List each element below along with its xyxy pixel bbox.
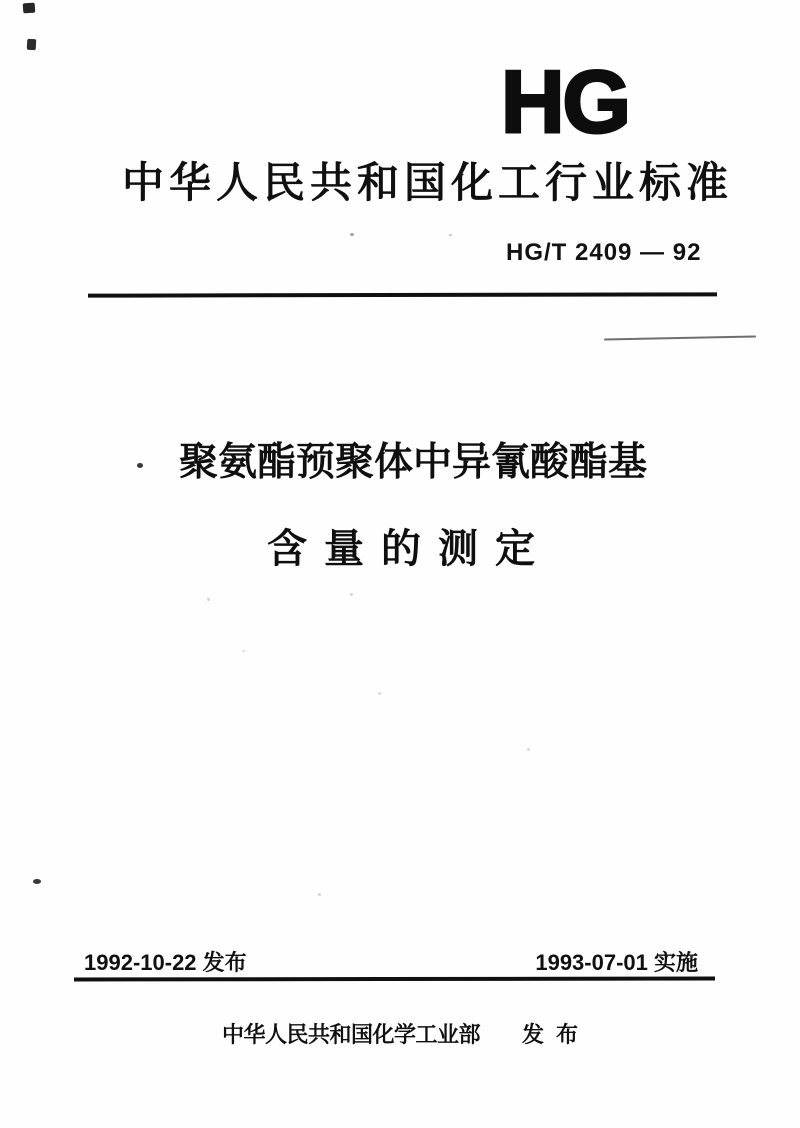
scan-speck (318, 893, 321, 896)
scan-dot (137, 463, 143, 468)
scan-speck (350, 233, 354, 236)
scan-speck (449, 234, 452, 236)
document-title-line1: 聚氨酯预聚体中异氰酸酯基 (179, 441, 648, 484)
scan-speck (527, 748, 530, 751)
hg-logo: HG (501, 52, 629, 151)
publisher-row (222, 1018, 590, 1049)
horizontal-rule-top (88, 292, 717, 297)
scan-speck (207, 598, 210, 601)
scan-artifact-line (604, 336, 756, 341)
document-title-line2: 含量的测定 (267, 527, 552, 571)
horizontal-rule-bottom (74, 977, 715, 982)
scan-corner-mark (27, 39, 37, 50)
issue-date: 1992-10-22 发布 (84, 950, 247, 975)
standard-number: HG/T 2409 — 92 (506, 239, 702, 266)
scan-corner-mark (23, 3, 36, 14)
standard-type-heading: 中华人民共和国化工行业标准 (122, 159, 734, 206)
scan-speck (242, 650, 245, 652)
scan-speck (378, 692, 381, 695)
scan-speck (350, 593, 353, 596)
publish-label: 发布 (522, 1022, 591, 1047)
publisher-name: 中华人民共和国化学工业部 (222, 1022, 481, 1047)
implement-date: 1993-07-01 实施 (535, 950, 698, 975)
scan-speck (33, 879, 41, 884)
